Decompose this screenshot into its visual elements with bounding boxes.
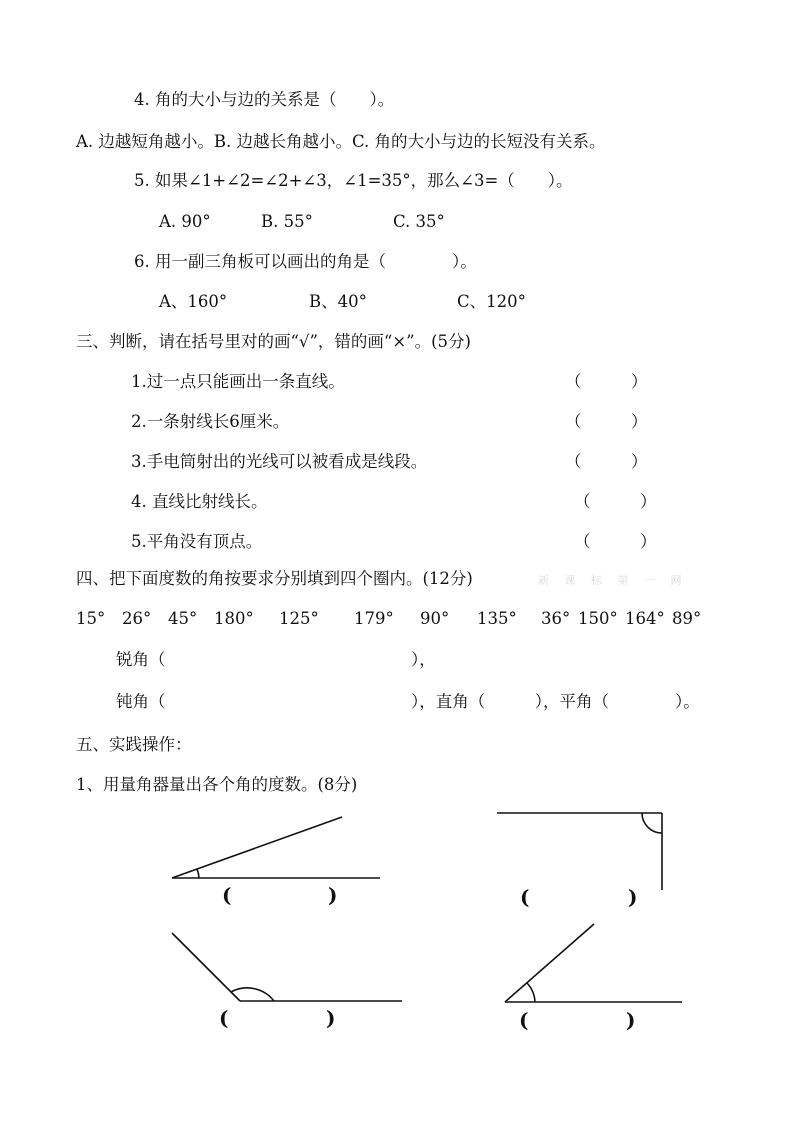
question-5-option-b: B. 55° [261, 212, 313, 231]
question-5: 5. 如果∠1+∠2=∠2+∠3，∠1=35°，那么∠3=（ ）。 [134, 171, 573, 190]
angle-4-answer-open[interactable]: ( [519, 1008, 529, 1032]
judgment-2-text: 2.一条射线长6厘米。 [131, 412, 290, 431]
degree-9: 36° [541, 609, 571, 628]
judgment-5-blank[interactable]: （ ） [574, 532, 657, 551]
angle-2-answer-open[interactable]: ( [520, 885, 530, 909]
section-5-title: 五、实践操作： [76, 735, 192, 754]
degree-6: 179° [354, 609, 394, 628]
angle-3-answer-close[interactable]: ) [326, 1006, 336, 1030]
degree-5: 125° [279, 609, 319, 628]
judgment-2-blank[interactable]: （ ） [565, 412, 648, 431]
degree-2: 26° [122, 609, 152, 628]
angle-1-answer-open[interactable]: ( [222, 883, 232, 907]
judgment-5-text: 5.平角没有顶点。 [131, 532, 263, 551]
question-5-option-c: C. 35° [393, 212, 445, 231]
angle-3-ray-b [172, 933, 240, 1001]
degree-7: 90° [420, 609, 450, 628]
judgment-4-text: 4. 直线比射线长。 [131, 492, 268, 511]
angle-1-answer-close[interactable]: ) [328, 883, 338, 907]
degree-12: 89° [672, 609, 702, 628]
angle-1-arc [197, 869, 199, 878]
degree-1: 15° [76, 609, 106, 628]
watermark: 新 课 标 第 一 网 [538, 574, 688, 587]
question-5-option-a: A. 90° [159, 212, 211, 231]
obtuse-close-and-others: ），直角（ ），平角（ ）。 [411, 692, 700, 711]
section-3-title: 三、判断，请在括号里对的画“√”，错的画“×”。(5分) [76, 332, 471, 351]
angle-3-answer-open[interactable]: ( [219, 1006, 229, 1030]
question-6: 6. 用一副三角板可以画出的角是（ ）。 [134, 252, 477, 271]
judgment-3-blank[interactable]: （ ） [565, 452, 648, 471]
degree-10: 150° [578, 609, 618, 628]
angle-2-answer-close[interactable]: ) [628, 885, 638, 909]
acute-close: ）， [411, 650, 436, 669]
acute-label: 锐角（ [116, 650, 166, 669]
angle-4-answer-close[interactable]: ) [626, 1008, 636, 1032]
question-6-option-b: B、40° [309, 292, 367, 311]
judgment-4-blank[interactable]: （ ） [574, 492, 657, 511]
degree-11: 164° [625, 609, 665, 628]
judgment-1-text: 1.过一点只能画出一条直线。 [131, 372, 345, 391]
judgment-3-text: 3.手电筒射出的光线可以被看成是线段。 [131, 452, 428, 471]
angle-4-arc [527, 983, 535, 1002]
question-4-options: A. 边越短角越小。B. 边越长角越小。C. 角的大小与边的长短没有关系。 [76, 132, 606, 151]
question-6-option-c: C、120° [457, 292, 526, 311]
degree-4: 180° [214, 609, 254, 628]
judgment-1-blank[interactable]: （ ） [565, 372, 648, 391]
measure-title: 1、用量角器量出各个角的度数。(8分) [76, 775, 358, 794]
angle-2-arc [642, 813, 662, 833]
question-4: 4. 角的大小与边的关系是（ ）。 [134, 90, 395, 109]
angle-4-ray-b [505, 924, 594, 1002]
section-4-title: 四、把下面度数的角按要求分别填到四个圈内。(12分) [76, 569, 473, 588]
degree-8: 135° [477, 609, 517, 628]
degree-3: 45° [168, 609, 198, 628]
obtuse-label: 钝角（ [116, 692, 166, 711]
question-6-option-a: A、160° [159, 292, 228, 311]
